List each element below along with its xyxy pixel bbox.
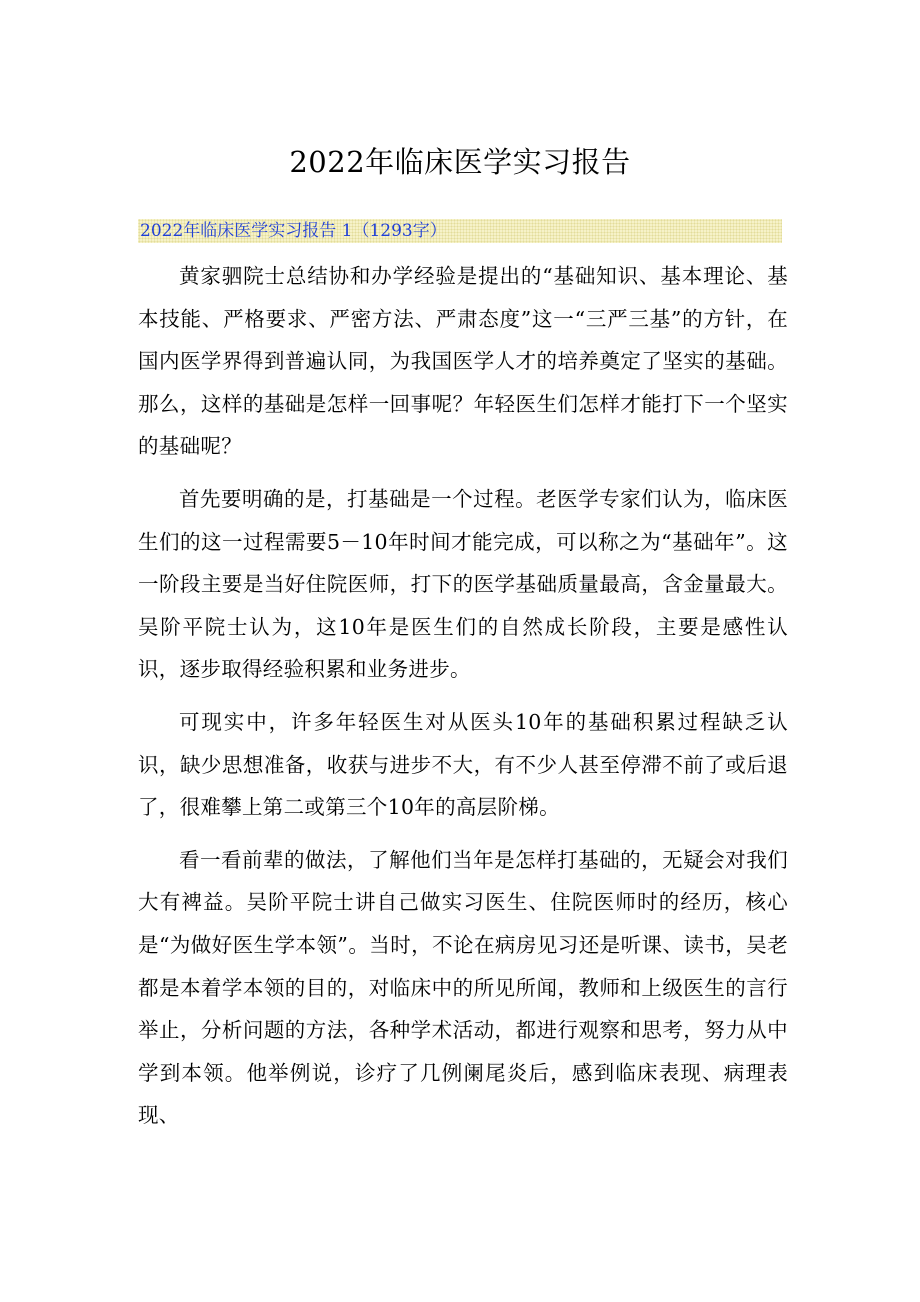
section-heading: 2022年临床医学实习报告 1（1293字）: [138, 219, 782, 243]
paragraph-1: 黄家驷院士总结协和办学经验是提出的“基础知识、基本理论、基本技能、严格要求、严密方法、严肃态度”这一“三严三基”的方针，在国内医学界得到普遍认同，为我国医学人才的培养奠定了坚实的基础。那么，这样的基础是怎样一回事呢？年轻医生们怎样才能打下一个坚实的基础呢？: [138, 264, 788, 459]
paragraph-3: 可现实中，许多年轻医生对从医头10年的基础积累过程缺乏认识，缺少思想准备，收获与进步不大，有不少人甚至停滞不前了或后退了，很难攀上第二或第三个10年的高层阶梯。: [138, 709, 788, 820]
paragraph-2: 首先要明确的是，打基础是一个过程。老医学专家们认为，临床医生们的这一过程需要5－10年时间才能完成，可以称之为“基础年”。这一阶段主要是当好住院医师，打下的医学基础质量最高，含金量最大。吴阶平院士认为，这10年是医生们的自然成长阶段，主要是感性认识，逐步取得经验积累和业务进步。: [138, 486, 788, 682]
paragraph-4: 看一看前辈的做法，了解他们当年是怎样打基础的，无疑会对我们大有裨益。吴阶平院士讲自己做实习医生、住院医师时的经历，核心是“为做好医生学本领”。当时，不论在病房见习还是听课、读书，吴老都是本着学本领的目的，对临床中的所见所闻，教师和上级医生的言行举止，分析问题的方法，各种学术活动，都进行观察和思考，努力从中学到本领。他举例说，诊疗了几例阑尾炎后，感到临床表现、病理表现、: [138, 847, 788, 1128]
document-title: 2022年临床医学实习报告: [289, 145, 631, 179]
document-body: [138, 255, 788, 1147]
